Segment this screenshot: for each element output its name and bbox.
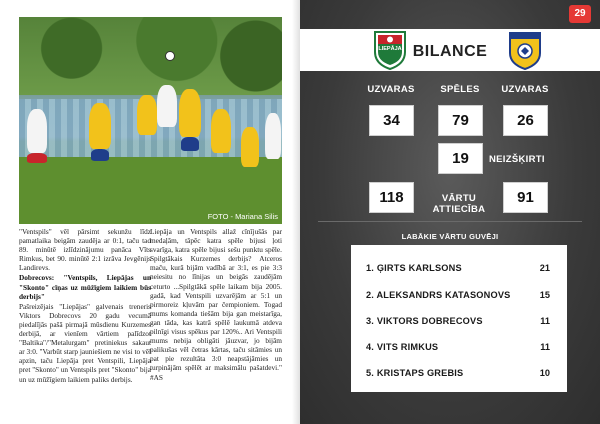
player-figure [181,137,199,151]
page-gutter [292,0,300,424]
player-figure [265,113,281,159]
scorer-goals: 15 [539,290,550,300]
article-column-right [150,227,282,383]
football-icon [165,51,175,61]
photo-credit: FOTO - Mariana Silis [207,212,278,221]
player-figure [137,95,157,135]
home-wins-value: 34 [369,105,414,136]
player-figure [27,109,47,153]
player-figure [27,153,47,163]
player-figure [89,103,111,149]
crest-label: LIEPĀJA [378,46,402,52]
draws-value: 19 [438,143,483,174]
article-column-left [19,227,151,385]
scorer-name: 2. ALEKSANDRS KATASONOVS [366,290,511,300]
list-item [351,334,567,360]
ventspils-crest-icon [507,30,543,70]
scorer-name: 5. KRISTAPS GREBIS [366,368,464,378]
liepaja-crest-icon [372,30,408,70]
top-scorers-list [351,245,567,392]
draws-label: NEIZŠĶIRTI [489,154,545,165]
list-item [351,308,567,334]
scorer-goals: 11 [540,342,550,352]
games-value: 79 [438,105,483,136]
scorer-name: 4. VITS RIMKUS [366,342,439,352]
player-figure [91,149,109,161]
scorer-goals: 11 [540,316,550,326]
paragraph: Liepāja un Ventspils allaž cīnījušās par medaļām, tāpēc katra spēle bijusi ļoti svarīga, katra spēle bijusi sešu punktu spēle. Spilgtākais Kurzemes derbijs? Atceros maču, kurā bijām vadībā ar 3:1, es pie 3:3 neiesitu no līnijas un beigās zaudējām ceturto ...Spilgtākā spēle laikam bija 2005. gadā, kad Ventspili uzvarējām ar 5:1 un pirmoreiz kļuvām par čempioniem. Togad mums komanda tiešām bija gan meistarīga, gan tāda, kas katrā spēlē laukumā atdeva pilnīgi visus spēkus par 120%.. Ari Ventspili mums nebija obligāti jāuzvar, jo bijām palikušas vēl četras kārtas, taču sitāmies un pat pie rezultāta 3:0 neapstājāmies un turpinājām spēlēt ar maksimālu pašatdevi." #AS [150,227,282,382]
player-figure [157,85,177,127]
player-figure [241,127,259,167]
list-item [351,255,567,281]
scorer-goals: 10 [539,368,550,378]
player-figure [211,109,231,153]
scorer-goals: 21 [539,263,550,273]
page-title: BILANCE [412,43,488,60]
games-label: SPĒLES [440,84,480,95]
list-item [351,360,567,386]
scorer-name: 1. ĢIRTS KARLSONS [366,263,462,273]
match-photo [19,17,282,224]
paragraph: Pašreizējais "Liepājas" galvenais treneris Viktors Dobrecovs 20 gadu vecumā piedalījās pašā pirmajā mūsdienu Kurzemes derbijā, ar vienīem vārtiem palīdzot "Baltika"/"Metalurgam" pretiniekus sakaut ar 3:0. "Varbūt starp jauniešiem ne visi to vēl apzin, taču Liepāja pret Ventspili, Liepāja pret "Skonto" un Ventspils pret "Skonto" bija un uz mūžīgiem laikiem paliks derbijs. [19,301,151,384]
subheading: Dobrecovs: "Ventspils, Liepājas un "Skonto" cīņas uz mūžīgiem laikiem būs derbijs" [19,273,151,301]
list-item [351,282,567,308]
right-page [300,0,600,424]
page-number: 29 [569,5,591,23]
divider [318,221,582,222]
away-wins-label: UZVARAS [501,84,549,95]
scorer-name: 3. VIKTORS DOBRECOVS [366,316,483,326]
goals-away-value: 91 [503,182,548,213]
away-wins-value: 26 [503,105,548,136]
scorers-title: LABĀKIE VĀRTU GUVĒJI [401,232,499,241]
player-figure [179,89,201,137]
photo-trees [19,17,282,95]
goals-ratio-label: VĀRTU ATTIECĪBA [432,193,486,215]
goals-home-value: 118 [369,182,414,213]
home-wins-label: UZVARAS [367,84,415,95]
paragraph: "Ventspils" vēl pārsimt sekunžu līdz pamatlaika beigām zaudēja ar 0:1, taču tad 89. minūtē izlīdzinājumu panāca Vīts Rimkus, bet 90. minūtē 2:1 izrāva Jevgēnijs Landirevs. [19,227,151,273]
